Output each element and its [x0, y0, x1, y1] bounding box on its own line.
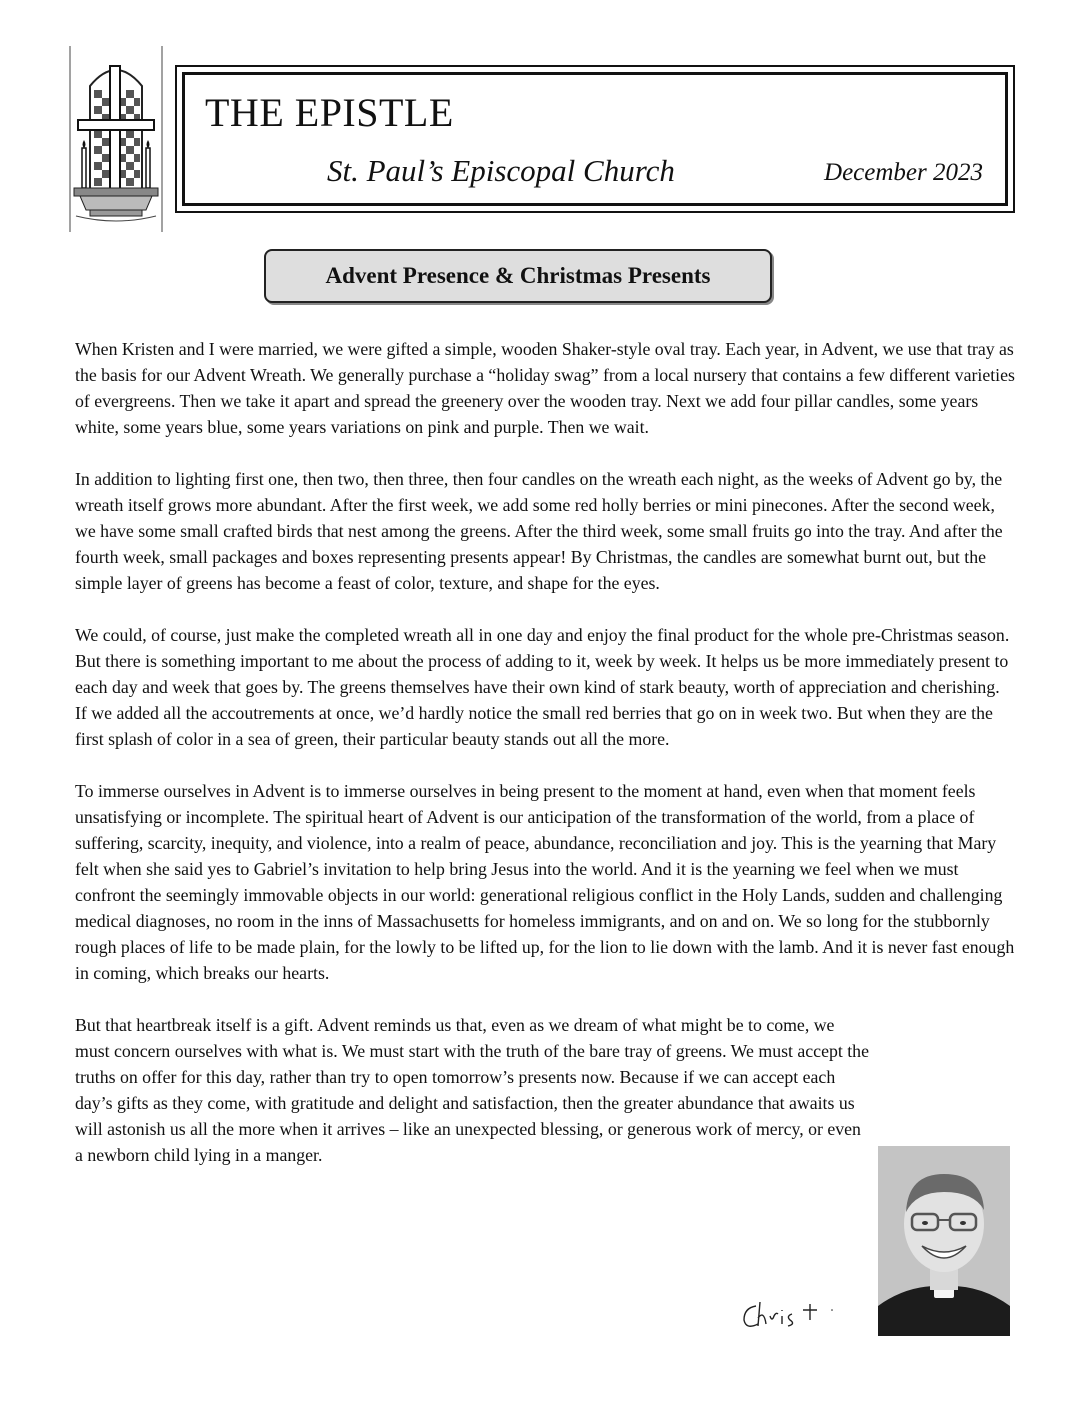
article-paragraph: We could, of course, just make the completed wreath all in one day and enjoy the final product for the whole pre-Christmas season. But there is something important to me about the process of adding to it, week by week. It helps us be more immediately present to each day and week that goes by. The greens themselves have their own kind of stark beauty, worth of appreciation and cherishing. If we added all the accoutrements at once, we’d hardly notice the small red berries that go on in week two. But when they are the first splash of color in a sea of green, their particular beauty stands out all the more. — [75, 625, 1010, 749]
article-headline: Advent Presence & Christmas Presents — [325, 263, 711, 288]
article-paragraph: In addition to lighting first one, then two, then three, then four candles on the wreath each night, as the weeks of Advent go by, the wreath itself grows more abundant. After the first week, we add some red holly berries or mini pinecones. After the second week, we have some small crafted birds that nest among the greens. After the third week, some small fruits go into the tray. And after the fourth week, small packages and boxes representing presents appear! By Christmas, the candles are somewhat burnt out, but the simple layer of greens has become a feast of color, texture, and shape for the eyes. — [75, 469, 1003, 593]
church-name: St. Paul’s Episcopal Church — [327, 153, 675, 188]
article-headline-box — [264, 249, 772, 303]
article-paragraph: To immerse ourselves in Advent is to immerse ourselves in being present to the moment at hand, even when that moment feels unsatisfying or incomplete. The spiritual heart of Advent is our anticipation of the transformation of the world, from a place of suffering, scarcity, inequity, and violence, into a realm of peace, abundance, reconciliation and joy. This is the yearning that Mary felt when she said yes to Gabriel’s invitation to help bring Jesus into the world. And it is the yearning we feel when we must confront the seemingly immovable objects in our world: generational religious conflict in the Holy Lands, sudden and challenging medical diagnoses, no room in the inns of Massachusetts for homeless immigrants, and on and on. We so long for the stubbornly rough places of life to be made plain, for the lowly to be lifted up, for the lion to lie down with the lamb. And it is never fast enough in coming, which breaks our hearts. — [75, 781, 1015, 983]
church-window-cross-logo-icon — [66, 46, 166, 236]
masthead-box — [175, 65, 1015, 213]
handwritten-signature — [740, 1296, 840, 1332]
issue-date: December 2023 — [824, 159, 983, 186]
author-portrait-photo — [878, 1146, 1010, 1336]
article-paragraph: But that heartbreak itself is a gift. Advent reminds us that, even as we dream of what might be to come, we must concern ourselves with what is. We must start with the truth of the bare tray of greens. We must accept the truths on offer for this day, rather than try to open tomorrow’s presents now. Because if we can accept each day’s gifts as they come, with gratitude and delight and satisfaction, then the greater abundance that awaits us will astonish us all the more when it arrives – like an unexpected blessing, or generous work of mercy, or even a newborn child lying in a manger. — [75, 1015, 869, 1165]
masthead-inner-border — [182, 72, 1008, 206]
article-paragraph: When Kristen and I were married, we were gifted a simple, wooden Shaker-style oval tray. Each year, in Advent, we use that tray as the basis for our Advent Wreath. We generally purchase a “holiday swag” from a local nursery that contains a few different varieties of evergreens. Then we take it apart and spread the greenery over the wooden tray. Next we add four pillar candles, some years white, some years blue, some years variations on pink and purple. Then we wait. — [75, 339, 1015, 437]
article-body — [75, 336, 1015, 1194]
newsletter-title: THE EPISTLE — [205, 90, 454, 135]
